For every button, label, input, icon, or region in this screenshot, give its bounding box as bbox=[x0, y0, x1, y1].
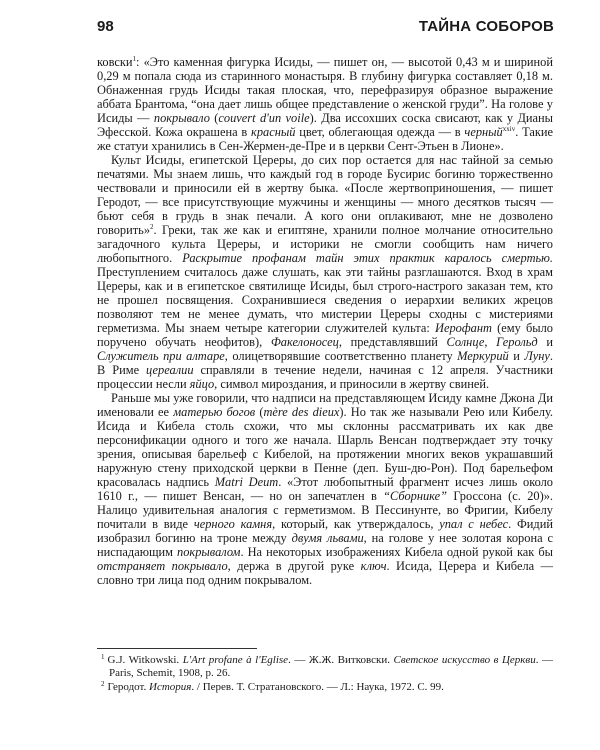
footnote-2: $^2$ Геродот. История. / Перев. Т. Стратановского. — Л.: Наука, 1972. С. 99. bbox=[101, 679, 444, 693]
main-text bbox=[97, 55, 553, 587]
footnote-divider bbox=[97, 648, 257, 649]
footnote-1: $^1$ G.J. Witkowski. L'Art profane à l'Eglise. — Ж.Ж. Витковски. Светское искусство в Церкви. — Paris, Schemit, 1908, р. 26. bbox=[101, 653, 553, 680]
endnote-ref-xxiv[interactable]: xxiv bbox=[502, 125, 516, 133]
footnote-ref-2[interactable]: 2 bbox=[150, 223, 154, 231]
paragraph-3: Раньше мы уже говорили, что надписи на представляющем Исиду камне Джона Ди именовали ее матерью богов (mère des dieux). Но так же называли Рею или Кибелу. Исида и Кибела столь схожи, что мы склонны рассматривать их как две персонификации одного и того же начала. Шарль Венсан подтверждает эту точку зрения, описывая барельеф с Кибелой, на протяжении многих веков украшавший наружную стену приходской церкви в Пенне (деп. Буш-дю-Рон). Под барельефом красовалась надпись Matri Deum. «Этот любопытный фрагмент исчез лишь около 1610 г., — пишет Венсан, — но он запечатлен в “Сборнике” Гроссона (с. 20)». Налицо удивительная аналогия с герметизмом. В Пессинунте, во Фригии, Кибелу почитали в виде черного камня, который, как утверждалось, упал с небес. Фидий изобразил богиню на троне между двумя львами, на голове у нее золотая корона с ниспадающим покрывалом. На некоторых изображениях Кибела одной рукой как бы отстраняет покрывало, держа в другой руке ключ. Исида, Церера и Кибела — словно три лица под одним покрывалом. bbox=[97, 391, 553, 587]
footnotes bbox=[97, 654, 553, 694]
page-header bbox=[97, 18, 554, 40]
page-number: 98 bbox=[97, 18, 114, 35]
footnote-mark: 2 bbox=[101, 679, 105, 688]
paragraph-2: Культ Исиды, египетской Цереры, до сих пор остается для нас тайной за семью печатями. Мы знаем лишь, что каждый год в городе Бусирис богиню торжественно чествовали и приносили ей в жертву быка. «После жертвоприношения, — пишет Геродот, — все присутствующие мужчины и женщины — много десятков тысяч — бьют себя в грудь в знак печали. А кого они оплакивают, мне не дозволено говорить»$^2$. Греки, так же как и египтяне, хранили полное молчание относительно загадочного культа Цереры, и историки не смогли сообщить нам ничего любопытного. Раскрытие профанам тайн этих практик каралось смертью. Преступлением считалось даже слушать, как эти тайны разглашаются. Вход в храм Цереры, как и в египетское святилище Исиды, был строго-настрого заказан тем, кто не прошел посвящения. Сохранившиеся сведения о иерархии великих жрецов позволяют тем не менее думать, что мистерии Цереры сходны с мистериями герметизма. Мы знаем четыре категории служителей культа: Иерофант (ему было поручено обучать неофитов), Факелоносец, представлявший Солнце, Герольд и Служитель при алтаре, олицетворявшие соответственно планету Меркурий и Луну. В Риме цереалии справляли в течение недели, начиная с 12 апреля. Участники процессии несли яйцо, символ мироздания, и приносили в жертву свиней. bbox=[97, 153, 554, 391]
footnote-ref-1[interactable]: 1 bbox=[132, 55, 137, 63]
footnote-mark: 1 bbox=[101, 653, 105, 661]
paragraph-1: ковски$^1$: «Это каменная фигурка Исиды, — пишет он, — высотой 0,43 м и шириной 0,29 м попала сюда из старинного монастыря. В глубину фигурка составляет 0,18 м. Обнаженная грудь Исиды такая плоская, что, перефразируя образное выражение аббата Брантома, “она дает лишь общее представление о женской груди”. На голове у Исиды — покрывало (couvert d'un voile). Два иссохших соска свисают, как у Дианы Эфесской. Кожа окрашена в красный цвет, облегающая одежда — в черный$^{xxiv}$. Такие же статуи хранились в Сен-Жермен-де-Пре и в церкви Сент-Этьен в Лионе». bbox=[97, 55, 554, 153]
running-title: ТАЙНА СОБОРОВ bbox=[418, 18, 554, 35]
